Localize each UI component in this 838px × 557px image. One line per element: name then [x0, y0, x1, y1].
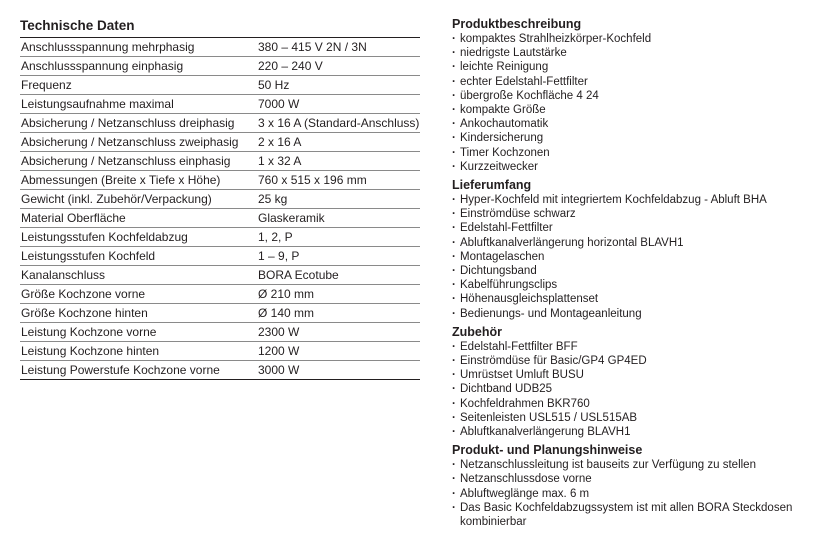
list-item: · echter Edelstahl-Fettfilter [452, 75, 822, 89]
list-item: · Kindersicherung [452, 131, 822, 145]
spec-label: Größe Kochzone hinten [20, 304, 257, 323]
specs-table [20, 37, 420, 380]
list-item: · Einströmdüse schwarz [452, 207, 822, 221]
list-item: · niedrigste Lautstärke [452, 46, 822, 60]
spec-row [20, 114, 420, 133]
spec-row [20, 342, 420, 361]
spec-label: Leistung Powerstufe Kochzone vorne [20, 361, 257, 380]
spec-row [20, 190, 420, 209]
list-item: · leichte Reinigung [452, 60, 822, 74]
list-item: · kompaktes Strahlheizkörper-Kochfeld [452, 32, 822, 46]
spec-label: Anschlussspannung mehrphasig [20, 38, 257, 57]
spec-label: Leistungsstufen Kochfeld [20, 247, 257, 266]
spec-row [20, 285, 420, 304]
product-info-column [452, 16, 822, 532]
bullet-list [452, 32, 822, 174]
spec-value: Ø 140 mm [257, 304, 420, 323]
spec-label: Leistungsaufnahme maximal [20, 95, 257, 114]
spec-label: Leistungsstufen Kochfeldabzug [20, 228, 257, 247]
list-item: · Timer Kochzonen [452, 146, 822, 160]
spec-row [20, 95, 420, 114]
spec-row [20, 133, 420, 152]
section-heading: Zubehör [452, 324, 502, 339]
spec-label: Kanalanschluss [20, 266, 257, 285]
spec-value: 2 x 16 A [257, 133, 420, 152]
spec-value: Glaskeramik [257, 209, 420, 228]
list-item: · Abluftkanalverlängerung horizontal BLAVH1 [452, 236, 822, 250]
spec-value: 760 x 515 x 196 mm [257, 171, 420, 190]
spec-row [20, 57, 420, 76]
spec-row [20, 323, 420, 342]
scope-of-delivery-section [452, 177, 822, 321]
spec-label: Absicherung / Netzanschluss einphasig [20, 152, 257, 171]
list-item: · Einströmdüse für Basic/GP4 GP4ED [452, 354, 822, 368]
spec-label: Anschlussspannung einphasig [20, 57, 257, 76]
spec-label: Frequenz [20, 76, 257, 95]
spec-label: Material Oberfläche [20, 209, 257, 228]
spec-value: BORA Ecotube [257, 266, 420, 285]
list-item: · Kurzzeitwecker [452, 160, 822, 174]
bullet-list [452, 458, 822, 529]
section-heading: Produktbeschreibung [452, 17, 582, 31]
spec-label: Absicherung / Netzanschluss zweiphasig [20, 133, 257, 152]
spec-value: 1 – 9, P [257, 247, 420, 266]
list-item: · Höhenausgleichsplattenset [452, 292, 822, 306]
spec-value: 7000 W [257, 95, 420, 114]
technical-data-title: Technische Daten [20, 18, 135, 33]
list-item: · Abluftkanalverlängerung BLAVH1 [452, 425, 822, 439]
spec-value: 2300 W [257, 323, 420, 342]
list-item: · Montagelaschen [452, 250, 822, 264]
spec-label: Leistung Kochzone hinten [20, 342, 257, 361]
spec-value: 1200 W [257, 342, 420, 361]
bullet-list [452, 340, 822, 439]
spec-row [20, 266, 420, 285]
product-description-section [452, 16, 822, 174]
technical-data-section [20, 17, 420, 380]
list-item: · übergroße Kochfläche 4 24 [452, 89, 822, 103]
list-item: · Hyper-Kochfeld mit integriertem Kochfeldabzug - Abluft BHA [452, 193, 822, 207]
list-item: · Edelstahl-Fettfilter [452, 221, 822, 235]
planning-notes-section [452, 442, 822, 529]
spec-value: 1 x 32 A [257, 152, 420, 171]
spec-value: 220 – 240 V [257, 57, 420, 76]
list-item: · Umrüstset Umluft BUSU [452, 368, 822, 382]
list-item: · Netzanschlussleitung ist bauseits zur Verfügung zu stellen [452, 458, 822, 472]
spec-label: Leistung Kochzone vorne [20, 323, 257, 342]
section-heading: Lieferumfang [452, 178, 532, 193]
spec-row [20, 228, 420, 247]
list-item: · Kabelführungsclips [452, 278, 822, 292]
spec-row [20, 76, 420, 95]
spec-value: Ø 210 mm [257, 285, 420, 304]
spec-row [20, 304, 420, 323]
spec-row [20, 209, 420, 228]
list-item: · kompakte Größe [452, 103, 822, 117]
list-item: · Das Basic Kochfeldabzugssystem ist mit allen BORA Steckdosen kombinierbar [452, 501, 822, 529]
list-item: · Edelstahl-Fettfilter BFF [452, 340, 822, 354]
spec-value: 380 – 415 V 2N / 3N [257, 38, 420, 57]
specs-table-body [20, 38, 420, 380]
list-item: · Abluftweglänge max. 6 m [452, 487, 822, 501]
spec-row [20, 247, 420, 266]
accessories-section [452, 324, 822, 439]
spec-label: Größe Kochzone vorne [20, 285, 257, 304]
spec-label: Absicherung / Netzanschluss dreiphasig [20, 114, 257, 133]
spec-row [20, 152, 420, 171]
spec-value: 25 kg [257, 190, 420, 209]
spec-label: Abmessungen (Breite x Tiefe x Höhe) [20, 171, 257, 190]
spec-row [20, 171, 420, 190]
section-heading: Produkt- und Planungshinweise [452, 443, 643, 458]
list-item: · Kochfeldrahmen BKR760 [452, 397, 822, 411]
spec-value: 3 x 16 A (Standard-Anschluss) [257, 114, 420, 133]
list-item: · Bedienungs- und Montageanleitung [452, 307, 822, 321]
spec-row [20, 361, 420, 380]
list-item: · Seitenleisten USL515 / USL515AB [452, 411, 822, 425]
spec-value: 50 Hz [257, 76, 420, 95]
list-item: · Netzanschlussdose vorne [452, 472, 822, 486]
list-item: · Dichtband UDB25 [452, 382, 822, 396]
list-item: · Dichtungsband [452, 264, 822, 278]
spec-value: 3000 W [257, 361, 420, 380]
spec-row [20, 38, 420, 57]
spec-label: Gewicht (inkl. Zubehör/Verpackung) [20, 190, 257, 209]
bullet-list [452, 193, 822, 321]
list-item: · Ankochautomatik [452, 117, 822, 131]
spec-value: 1, 2, P [257, 228, 420, 247]
